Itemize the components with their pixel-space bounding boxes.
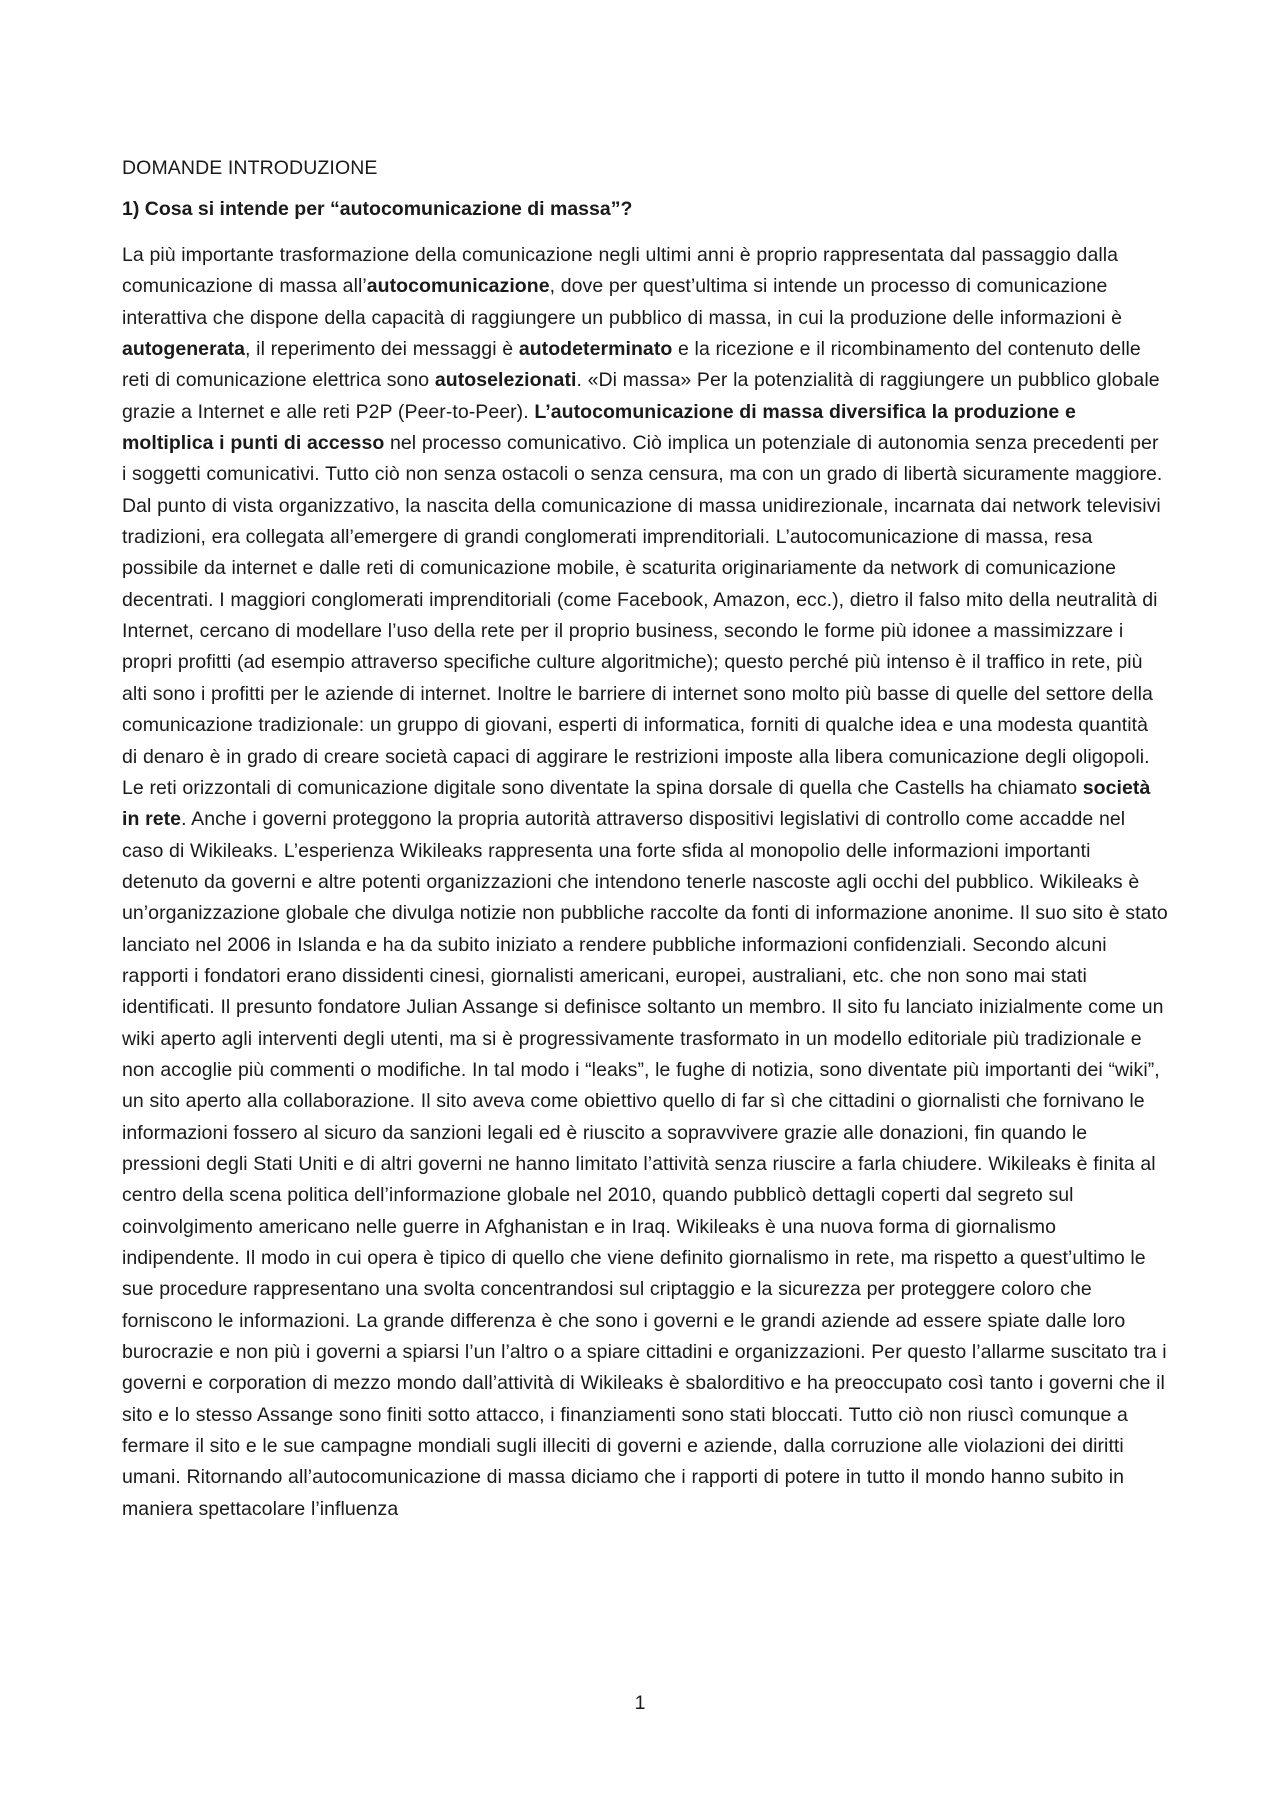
page-content [122,156,1168,1525]
paragraph-segment-bold: autocomunicazione [366,275,550,298]
paragraph-segment-bold: autogenerata [122,338,246,361]
question-title: 1) Cosa si intende per “autocomunicazione di massa”? [122,198,633,220]
paragraph-segment-bold: autoselezionati [434,369,577,392]
section-heading: DOMANDE INTRODUZIONE [122,157,378,179]
answer-paragraph [122,240,1168,1525]
paragraph-segment: e la ricezione e il ricombinamento del contenuto delle reti di comunicazione elettrica sono [122,338,1141,392]
paragraph-segment: . «Di massa» Per la potenzialità di raggiungere un pubblico globale grazie a Internet e alle reti P2P (Peer-to-Peer). [122,369,1160,423]
page-number: 1 [634,1692,646,1714]
paragraph-segment: , dove per quest’ultima si intende un processo di comunicazione interattiva che dispone della capacità di raggiungere un pubblico di massa, in cui la produzione delle informazioni è [122,275,1123,329]
paragraph-segment: . Anche i governi proteggono la propria autorità attraverso dispositivi legislativi di controllo come accadde nel caso di Wikileaks. L’esperienza Wikileaks rappresenta una forte sfida al monopolio delle informazioni importanti detenuto da governi e altre potenti organizzazioni che intendono tenerle nascoste agli occhi del pubblico. Wikileaks è un’organizzazione globale che divulga notizie non pubbliche raccolte da fonti di informazione anonime. Il suo sito è stato lanciato nel 2006 in Islanda e ha da subito iniziato a rendere pubbliche informazioni confidenziali. Secondo alcuni rapporti i fondatori erano dissidenti cinesi, giornalisti americani, europei, australiani, etc. che non sono mai stati identificati. Il presunto fondatore Julian Assange si definisce soltanto un membro. Il sito fu lanciato inizialmente come un wiki aperto agli interventi degli utenti, ma si è progressivamente trasformato in un modello editoriale più tradizionale e non accoglie più commenti o modifiche. In tal modo i “leaks”, le fughe di notizia, sono diventate più importanti dei “wiki”, un sito aperto alla collaborazione. Il sito aveva come obiettivo quello di far sì che cittadini o giornalisti che fornivano le informazioni fossero al sicuro da sanzioni legali ed è riuscito a sopravvivere grazie alle donazioni, fin quando le pressioni degli Stati Uniti e di altri governi ne hanno limitato l’attività senza riuscire a farla chiudere. Wikileaks è finita al centro della scena politica dell’informazione globale nel 2010, quando pubblicò dettagli coperti dal segreto sul coinvolgimento americano nelle guerre in Afghanistan e in Iraq. Wikileaks è una nuova forma di giornalismo indipendente. Il modo in cui opera è tipico di quello che viene definito giornalismo in rete, ma rispetto a quest’ultimo le sue procedure rappresentano una svolta concentrandosi sul criptaggio e la sicurezza per proteggere coloro che forniscono le informazioni. La grande differenza è che sono i governi e le grandi aziende ad essere spiate dalle loro burocrazie e non più i governi a spiarsi l’un l’altro o a spiare cittadini e organizzazioni. Per questo l’allarme suscitato tra i governi e corporation di mezzo mondo dall’attività di Wikileaks è sbalorditivo e ha preoccupato così tanto i governi che il sito e lo stesso Assange sono finiti sotto attacco, i finanziamenti sono stati bloccati. Tutto ciò non riuscì comunque a fermare il sito e le sue campagne mondiali sugli illeciti di governi e aziende, dalla corruzione alle violazioni dei diritti umani. Ritornando all’autocomunicazione di massa diciamo che i rapporti di potere in tutto il mondo hanno subito in maniera spettacolare l’influenza [122,808,1168,1520]
paragraph-segment-bold: società in rete [122,776,1151,831]
paragraph-segment-bold: autodeterminato [518,338,673,361]
paragraph-segment-bold: L’autocomunicazione di massa diversifica la produzione e moltiplica i punti di accesso [122,400,1076,455]
paragraph-segment: La più importante trasformazione della comunicazione negli ultimi anni è proprio rappresentata dal passaggio dalla comunicazione di massa all’ [122,244,1119,298]
paragraph-segment: , il reperimento dei messaggi è [245,338,519,361]
paragraph-segment: nel processo comunicativo. Ciò implica un potenziale di autonomia senza precedenti per i soggetti comunicativi. Tutto ciò non senza ostacoli o senza censura, ma con un grado di libertà sicuramente maggiore. Dal punto di vista organizzativo, la nascita della comunicazione di massa unidirezionale, incarnata dai network televisivi tradizioni, era collegata all’emergere di grandi conglomerati imprenditoriali. L’autocomunicazione di massa, resa possibile da internet e dalle reti di comunicazione mobile, è scaturita originariamente da network di comunicazione decentrati. I maggiori conglomerati imprenditoriali (come Facebook, Amazon, ecc.), dietro il falso mito della neutralità di Internet, cercano di modellare l’uso della rete per il proprio business, secondo le forme più idonee a massimizzare i propri profitti (ad esempio attraverso specifiche culture algoritmiche); questo perché più intenso è il traffico in rete, più alti sono i profitti per le aziende di internet. Inoltre le barriere di internet sono molto più basse di quelle del settore della comunicazione tradizionale: un gruppo di giovani, esperti di informatica, forniti di qualche idea e una modesta quantità di denaro è in grado di creare società capaci di aggirare le restrizioni imposte alla libera comunicazione degli oligopoli. Le reti orizzontali di comunicazione digitale sono diventate la spina dorsale di quella che Castells ha chiamato [122,432,1163,799]
